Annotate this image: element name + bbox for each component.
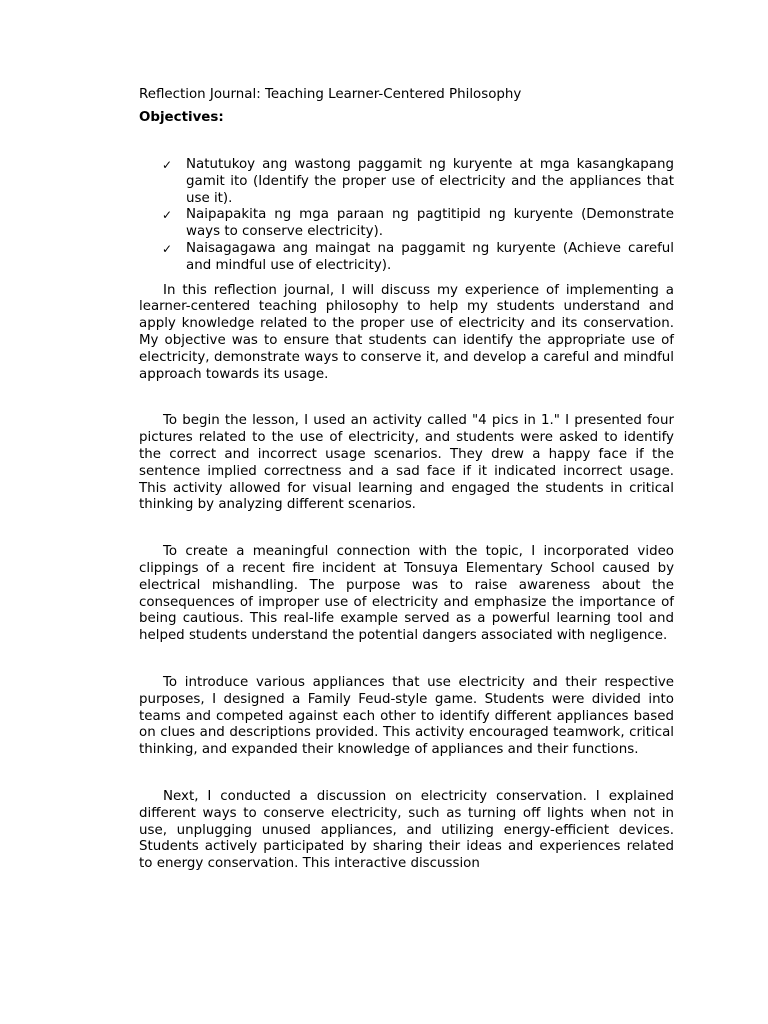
document-title: Reflection Journal: Teaching Learner-Centered Philosophy (139, 87, 522, 102)
body-paragraph: To begin the lesson, I used an activity called "4 pics in 1." I presented four pictures related to the use of electricity, and students were asked to identify the correct and incorrect usage scenarios. They drew a happy face if the sentence implied correctness and a sad face if it indicated incorrect usage. This activity allowed for visual learning and engaged the students in critical thinking by analyzing different scenarios. (139, 413, 674, 513)
checkmark-icon: ✓ (162, 241, 173, 256)
checkmark-icon: ✓ (162, 158, 173, 172)
body-paragraph: To create a meaningful connection with the topic, I incorporated video clippings of a recent fire incident at Tonsuya Elementary School caused by electrical mishandling. The purpose was to raise awareness about the consequences of improper use of electricity and emphasize the importance of being cautious. This real-life example served as a powerful learning tool and helped students understand the potential dangers associated with negligence. (139, 544, 674, 644)
objective-item (139, 157, 674, 207)
checkmark-icon: ✓ (162, 208, 173, 223)
objectives-heading: Objectives: (139, 110, 224, 125)
objective-item (139, 207, 674, 241)
objectives-list (139, 157, 674, 275)
objective-text: Natutukoy ang wastong paggamit ng kuryente at mga kasangkapang gamit ito (Identify the proper use of electricity and the appliances that use it). (186, 157, 674, 206)
objective-text: Naipapakita ng mga paraan ng pagtitipid ng kuryente (Demonstrate ways to conserve electricity). (186, 207, 674, 240)
body-paragraph: To introduce various appliances that use electricity and their respective purposes, I designed a Family Feud-style game. Students were divided into teams and competed against each other to identify different appliances based on clues and descriptions provided. This activity encouraged teamwork, critical thinking, and expanded their knowledge of appliances and their functions. (139, 674, 674, 758)
objective-text: Naisagagawa ang maingat na paggamit ng kuryente (Achieve careful and mindful use of electricity). (186, 240, 674, 273)
document-page (139, 86, 674, 873)
body-paragraph: Next, I conducted a discussion on electricity conservation. I explained different ways to conserve electricity, such as turning off lights when not in use, unplugging unused appliances, and utilizing energy-efficient devices. Students actively participated by sharing their ideas and experiences related to energy conservation. This interactive discussion (139, 788, 674, 872)
objective-item (139, 241, 674, 275)
body-paragraph: In this reflection journal, I will discuss my experience of implementing a learner-centered teaching philosophy to help my students understand and apply knowledge related to the proper use of electricity and its conservation. My objective was to ensure that students can identify the appropriate use of electricity, demonstrate ways to conserve it, and develop a careful and mindful approach towards its usage. (139, 282, 674, 382)
